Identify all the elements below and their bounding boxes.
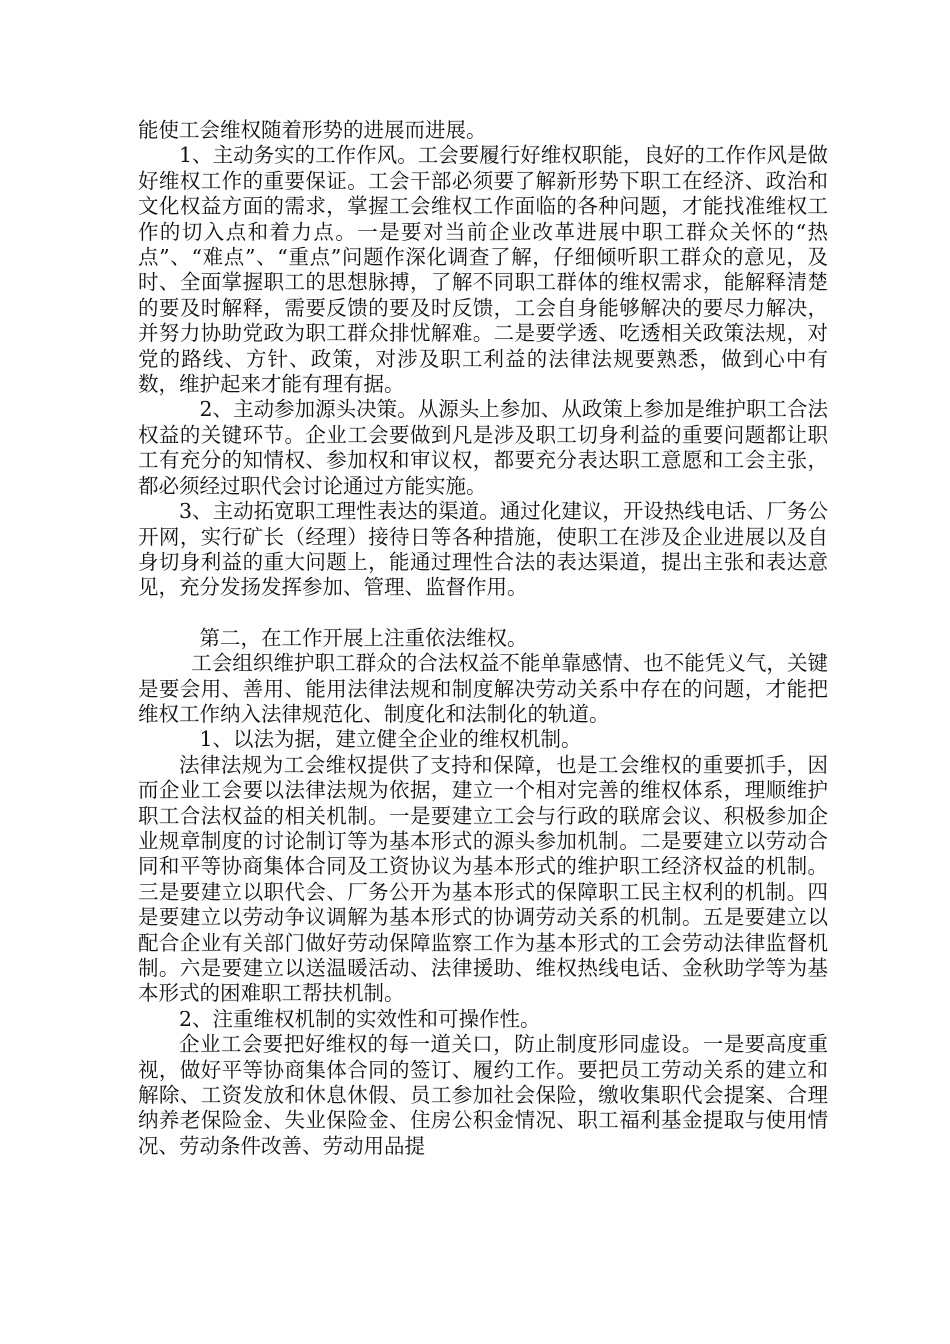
- subheading-mechanism: 1、以法为据，建立健全企业的维权机制。: [199, 727, 582, 752]
- paragraph-work-style: 1、主动务实的工作作风。工会要履行好维权职能，良好的工作作风是做好维权工作的重要保证。工会干部必须要了解新形势下职工在经济、政治和文化权益方面的需求，掌握工会维权工作面临的各种问题，才能找准维权工作的切入点和着力点。一是要对当前企业改革进展中职工群众关怀的“热点”、“难点”、“重点”问题作深化调查了解，仔细倾听职工群众的意见，及时、全面掌握职工的思想脉搏，了解不同职工群体的维权需求，能解释清楚的要及时解释，需要反馈的要及时反馈，工会自身能够解决的要尽力解决，并努力协助党政为职工群众排忧解难。二是要学透、吃透相关政策法规，对党的路线、方针、政策，对涉及职工利益的法律法规要熟悉，做到心中有数，维护起来才能有理有据。: [138, 143, 828, 397]
- document-page: [138, 118, 828, 1159]
- paragraph-mechanism-details: 法律法规为工会维权提供了支持和保障，也是工会维权的重要抓手，因而企业工会要以法律法规为依据，建立一个相对完善的维权体系，理顺维护职工合法权益的相关机制。一是要建立工会与行政的联席会议、积极参加企业规章制度的讨论制订等为基本形式的源头参加机制。二是要建立以劳动合同和平等协商集体合同及工资协议为基本形式的维护职工经济权益的机制。三是要建立以职代会、厂务公开为基本形式的保障职工民主权利的机制。四是要建立以劳动争议调解为基本形式的协调劳动关系的机制。五是要建立以配合企业有关部门做好劳动保障监察工作为基本形式的工会劳动法律监督机制。六是要建立以送温暖活动、法律援助、维权热线电话、金秋助学等为基本形式的困难职工帮扶机制。: [138, 752, 828, 1006]
- section-gap: [138, 601, 828, 626]
- paragraph-expression-channels: 3、主动拓宽职工理性表达的渠道。通过化建议，开设热线电话、厂务公开网，实行矿长（经理）接待日等各种措施，使职工在涉及企业进展以及自身切身利益的重大问题上，能通过理性合法的表达渠道，提出主张和表达意见，充分发扬发挥参加、管理、监督作用。: [138, 499, 828, 600]
- subheading-effectiveness: 2、注重维权机制的实效性和可操作性。: [179, 1006, 541, 1031]
- section-heading-second: 第二，在工作开展上注重依法维权。: [199, 625, 528, 650]
- paragraph-intro: 能使工会维权随着形势的进展而进展。: [138, 118, 487, 142]
- paragraph-checkpoints: 企业工会要把好维权的每一道关口，防止制度形同虚设。一是要高度重视，做好平等协商集体合同的签订、履约工作。要把员工劳动关系的建立和解除、工资发放和休息休假、员工参加社会保险，缴收集职代会提案、合理纳养老保险金、失业保险金、住房公积金情况、职工福利基金提取与使用情况、劳动条件改善、劳动用品提: [138, 1032, 828, 1158]
- paragraph-source-decision: 2、主动参加源头决策。从源头上参加、从政策上参加是维护职工合法权益的关键环节。企业工会要做到凡是涉及职工切身利益的重要问题都让职工有充分的知情权、参加权和审议权，都要充分表达职工意愿和工会主张，都必须经过职代会讨论通过方能实施。: [138, 397, 828, 498]
- paragraph-legal-rights: 工会组织维护职工群众的合法权益不能单靠感情、也不能凭义气，关键是要会用、善用、能用法律法规和制度解决劳动关系中存在的问题，才能把维权工作纳入法律规范化、制度化和法制化的轨道。: [138, 651, 828, 726]
